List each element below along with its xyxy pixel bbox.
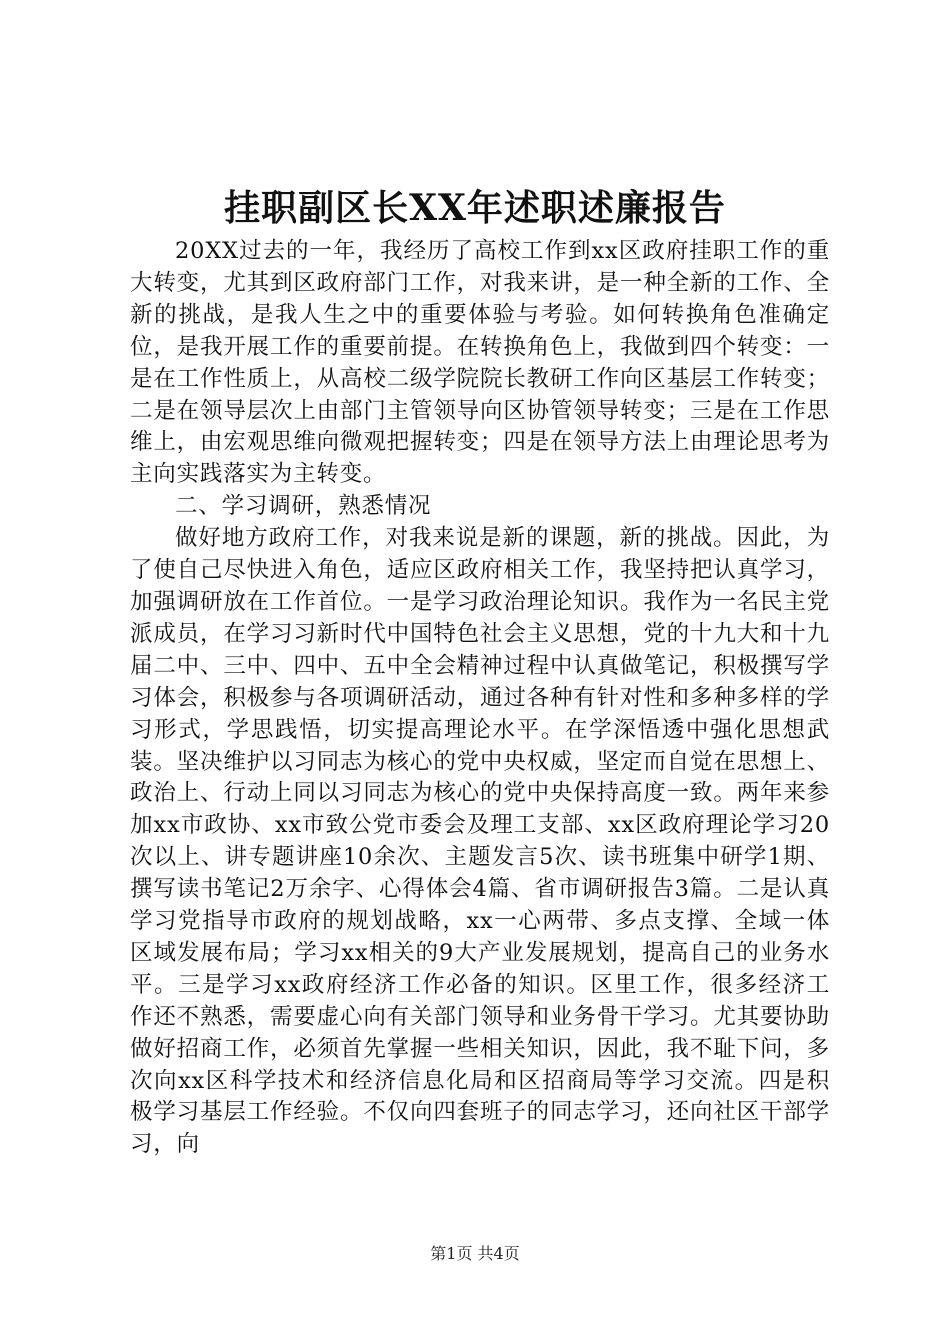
document-title: 挂职副区长XX年述职述廉报告 (224, 187, 726, 229)
document-body (130, 236, 830, 1161)
section-heading-study-research: 二、学习调研，熟悉情况 (175, 493, 432, 520)
paragraph-study-research: 做好地方政府工作，对我来说是新的课题，新的挑战。因此，为了使自己尽快进入角色，适应区政府相关工作，我坚持把认真学习，加强调研放在工作首位。一是学习政治理论知识。我作为一名民主党派成员，在学习习新时代中国特色社会主义思想，党的十九大和十九届二中、三中、四中、五中全会精神过程中认真做笔记，积极撰写学习体会，积极参与各项调研活动，通过各种有针对性和多种多样的学习形式，学思践悟，切实提高理论水平。在学深悟透中强化思想武装。坚决维护以习同志为核心的党中央权威，坚定而自觉在思想上、政治上、行动上同以习同志为核心的党中央保持高度一致。两年来参加xx市政协、xx市致公党市委会及理工支部、xx区政府理论学习20次以上、讲专题讲座10余次、主题发言5次、读书班集中研学1期、撰写读书笔记2万余字、心得体会4篇、省市调研报告3篇。二是认真学习党指导市政府的规划战略，xx一心两带、多点支撑、全域一体区域发展布局；学习xx相关的9大产业发展规划，提高自己的业务水平。三是学习xx政府经济工作必备的知识。区里工作，很多经济工作还不熟悉，需要虚心向有关部门领导和业务骨干学习。尤其要协助做好招商工作，必须首先掌握一些相关知识，因此，我不耻下问，多次向xx区科学技术和经济信息化局和区招商局等学习交流。四是积极学习基层工作经验。不仅向四套班子的同志学习，还向社区干部学习，向 (130, 525, 830, 1158)
page-number-footer: 第1页 共4页 (430, 1244, 520, 1263)
paragraph-intro: 20XX过去的一年，我经历了高校工作到xx区政府挂职工作的重大转变，尤其到区政府部门工作，对我来讲，是一种全新的工作、全新的挑战，是我人生之中的重要体验与考验。如何转换角色准确定位，是我开展工作的重要前提。在转换角色上，我做到四个转变：一是在工作性质上，从高校二级学院院长教研工作向区基层工作转变；二是在领导层次上由部门主管领导向区协管领导转变；三是在工作思维上，由宏观思维向微观把握转变；四是在领导方法上由理论思考为主向实践落实为主转变。 (130, 238, 830, 488)
